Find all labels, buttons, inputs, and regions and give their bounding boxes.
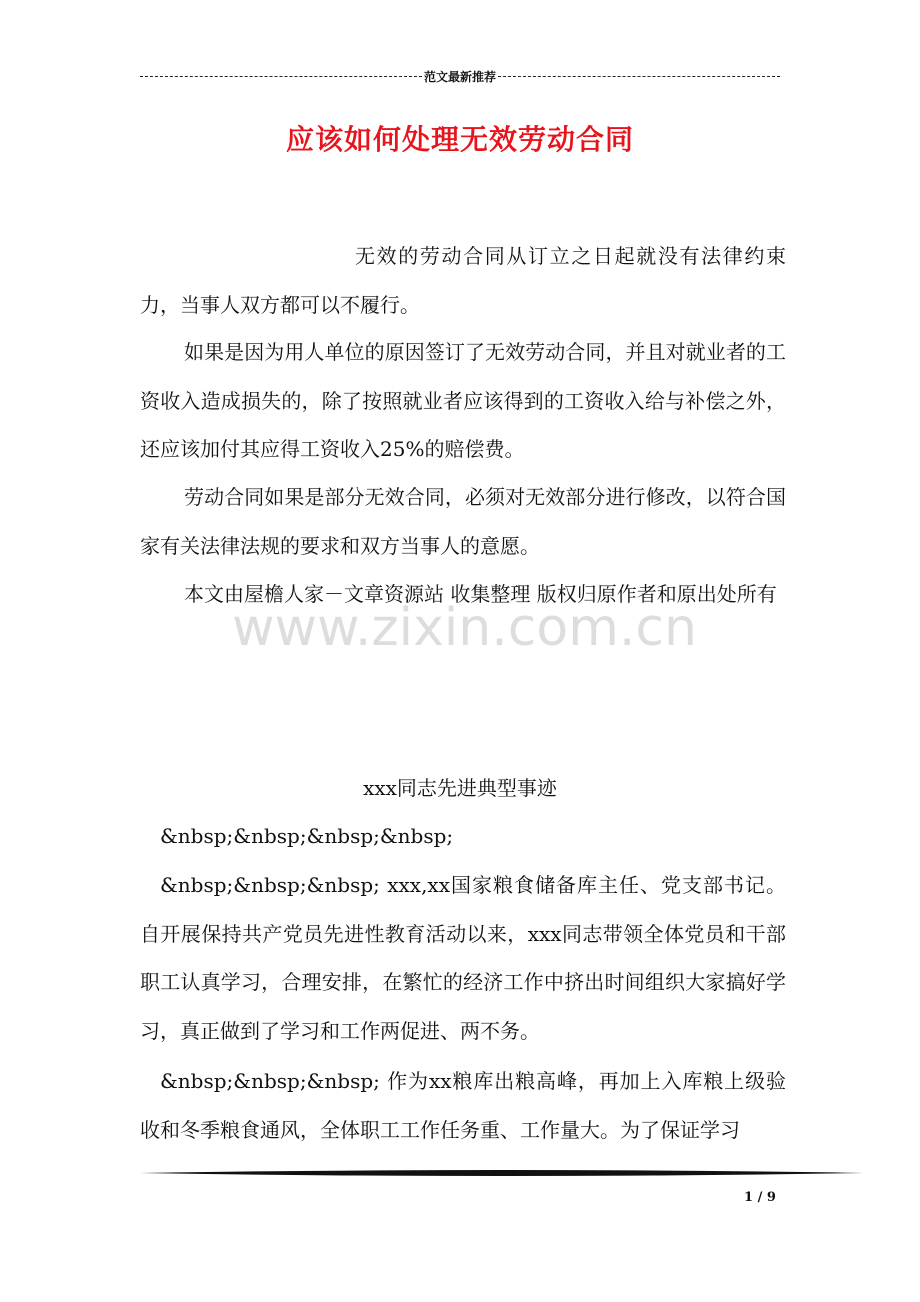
header-dash-left (140, 76, 422, 77)
section-paragraph-3: &nbsp;&nbsp;&nbsp; 作为xx粮库出粮高峰，再加上入库粮上级验收和冬季粮食通风，全体职工工作任务重、工作量大。为了保证学习 (140, 1069, 786, 1142)
section-title: xxx同志先进典型事迹 (363, 776, 557, 800)
watermark: www.zixin.com.cn (232, 598, 697, 658)
paragraph-2: 如果是因为用人单位的原因签订了无效劳动合同，并且对就业者的工资收入造成损失的，除了按照就业者应该得到的工资收入给与补偿之外，还应该加付其应得工资收入25%的赔偿费。 (140, 340, 786, 461)
footer-rule (140, 1168, 864, 1178)
section-paragraph-1: &nbsp;&nbsp;&nbsp;&nbsp; (160, 824, 454, 848)
paragraph-3: 劳动合同如果是部分无效合同，必须对无效部分进行修改，以符合国家有关法律法规的要求和双方当事人的意愿。 (140, 485, 786, 558)
section-paragraph-2: &nbsp;&nbsp;&nbsp; xxx,xx国家粮食储备库主任、党支部书记。自开展保持共产党员先进性教育活动以来，xxx同志带领全体党员和干部职工认真学习，合理安排，在繁忙的经济工作中挤出时间组织大家搞好学习，真正做到了学习和工作两促进、两不务。 (140, 873, 786, 1043)
page-header (140, 66, 780, 86)
paragraph-1: 无效的劳动合同从订立之日起就没有法律约束力，当事人双方都可以不履行。 (140, 244, 786, 317)
page-number: 1 / 9 (744, 1190, 776, 1205)
paragraph-4: 本文由屋檐人家－文章资源站 收集整理 版权归原作者和原出处所有 (184, 582, 777, 606)
header-dash-right (498, 76, 780, 77)
header-label: 范文最新推荐 (424, 69, 497, 84)
document-title: 应该如何处理无效劳动合同 (285, 123, 634, 156)
